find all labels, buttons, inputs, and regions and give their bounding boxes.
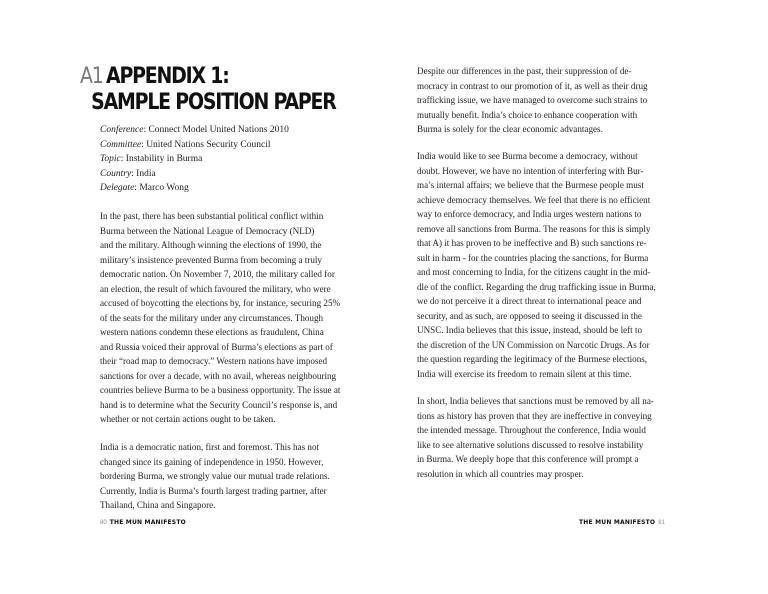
text-line: like to see alternative solutions discussed to resolve instability [417,439,644,450]
meta-label: Committee [100,139,142,150]
paper-metadata [100,123,289,196]
meta-row-topic: Topic: Instability in Burma [100,154,203,165]
text-line: India is a democratic nation, first and foremost. This has not [100,442,320,452]
meta-row-country: Country: India [100,168,156,179]
heading-title: APPENDIX 1: [106,64,229,89]
text-line: military’s insistence prevented Burma from becoming a truly [100,254,322,265]
text-line: accused of boycotting the elections by, for instance, securing 25% [100,298,341,308]
text-line: resolution in which all countries may prosper. [417,468,584,479]
right-page [384,0,768,594]
text-line: hand is to determine what the Security Council’s response is, and [100,399,338,410]
meta-label: Country [100,168,132,179]
text-line: of the seats for the military under any circumstances. Though [100,312,324,323]
heading-line-2: SAMPLE POSITION PAPER [91,90,336,115]
text-line: the discretion of the UN Commission on Narcotic Drugs. As for [417,339,650,350]
text-line: ma’s internal affairs; we believe that the Burmese people must [417,180,644,190]
text-line: changed since its gaining of independence in 1950. However, [100,456,324,467]
meta-row-conference: Conference: Connect Model United Nations 2010 [100,125,289,135]
meta-row-committee: Committee: United Nations Security Council [100,139,271,150]
text-line: an election, the result of which favoured the military, who were [100,283,331,294]
text-line: countries believe Burma to be a business opportunity. The issue at [100,385,341,395]
heading-line-1 [80,64,329,90]
meta-value: Instability in Burma [125,154,203,165]
text-line: mutually benefit. India’s choice to enhance cooperation with [417,109,638,120]
text-line: doubt. However, we have no intention of interfering with Bur- [417,165,644,176]
text-line: security, and as such, are opposed to seeing it discussed in the [417,310,642,321]
text-line: sult in harm - for the countries placing the sanctions, for Burma [417,252,649,263]
text-line: Currently, India is Burma’s fourth largest trading partner, after [100,485,327,496]
body-paragraph [100,209,340,427]
page-footer [100,519,186,526]
text-line: and the military. Although winning the elections of 1990, the [100,240,322,250]
text-line: we do not perceive it a direct threat to international peace and [417,296,642,306]
meta-value: United Nations Security Council [146,139,271,150]
text-line: bordering Burma, we strongly value our mutual trade relations. [100,471,330,481]
text-line: Thailand, China and Singapore. [100,500,216,510]
text-line: tions as history has proven that they are ineffective in conveying [417,410,652,421]
meta-label: Delegate [100,183,135,194]
text-line: the question regarding the legitimacy of the Burmese elections, [417,354,648,364]
text-line: way to enforce democracy, and India urges western nations to [417,209,642,219]
appendix-prefix: A1 [80,64,103,89]
text-line: Despite our differences in the past, their suppression of de- [417,66,632,76]
text-line: western nations condemn these elections as fraudulent, China [100,327,324,337]
text-line: In short, India believes that sanctions must be removed by all na- [417,396,654,406]
page-footer [579,519,665,526]
page-number: 80 [100,520,107,526]
appendix-heading [80,64,370,116]
text-line: trafficking issue, we have managed to overcome such strains to [417,95,648,105]
text-line: the intended message. Throughout the conference, India would [417,425,646,435]
book-title: THE MUN MANIFESTO [109,519,186,526]
text-line: Burma is solely for the clear economic advantages. [417,124,603,134]
meta-value: Connect Model United Nations 2010 [148,125,289,135]
meta-value: India [136,168,156,179]
meta-label: Conference [100,125,144,135]
text-line: India will exercise its freedom to remain silent at this time. [417,368,632,379]
text-line: achieve democracy themselves. We feel that there is no efficient [417,194,651,205]
text-line: remove all sanctions from Burma. The reasons for this is simply [417,223,651,234]
text-line: and most concerning to India, for the citizens caught in the mid- [417,267,651,277]
text-line: dle of the conflict. Regarding the drug trafficking issue in Burma, [417,281,656,292]
body-paragraph [417,64,648,137]
text-line: in Burma. We deeply hope that this conference will prompt a [417,454,639,464]
text-line: whether or not certain actions ought to be taken. [100,414,276,424]
text-line: sanctions for over a decade, with no avail, whereas neighbouring [100,370,337,381]
meta-row-delegate: Delegate: Marco Wong [100,183,189,194]
text-line: Burma between the National League of Democracy (NLD) [100,225,315,236]
text-line: democratic nation. On November 7, 2010, the military called for [100,269,335,279]
text-line: India would like to see Burma become a democracy, without [417,151,638,161]
body-paragraph [100,440,330,513]
book-title: THE MUN MANIFESTO [579,519,656,526]
meta-label: Topic [100,154,121,165]
text-line: their “road map to democracy.” Western nations have imposed [100,356,328,366]
body-paragraph [417,149,656,381]
text-line: and Russia voiced their approval of Burma’s elections as part of [100,341,333,352]
text-line: In the past, there has been substantial political conflict within [100,211,324,221]
text-line: UNSC. India believes that this issue, instead, should be left to [417,325,643,335]
meta-value: Marco Wong [139,183,189,194]
body-paragraph [417,394,654,481]
page-number: 81 [658,520,665,526]
text-line: that A) it has proven to be ineffective and B) such sanctions re- [417,238,647,248]
text-line: mocracy in contrast to our promotion of it, as well as their drug [417,80,648,91]
